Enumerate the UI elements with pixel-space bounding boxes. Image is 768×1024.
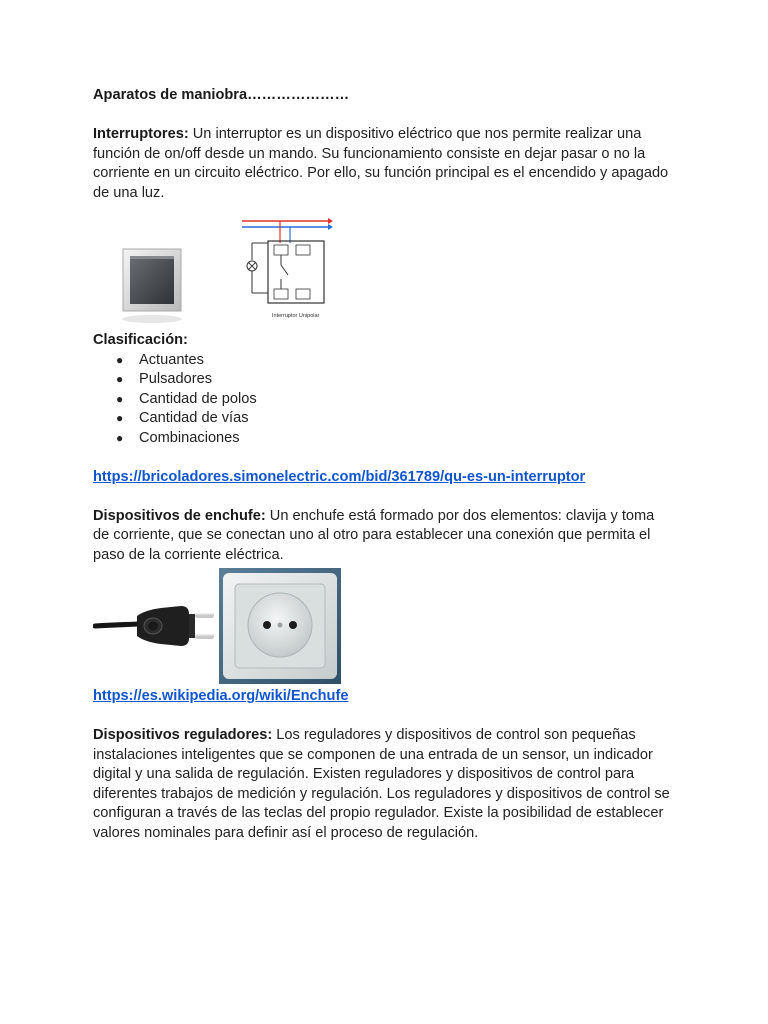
enchufe-text: Un enchufe está formado por dos elementos: clavija y toma de corriente, que se conectan uno al otro para establecer una conexión que permita el paso de la corriente eléctrica. bbox=[93, 507, 655, 563]
bullet-icon: ● bbox=[116, 372, 124, 386]
socket-image bbox=[219, 568, 341, 684]
list-item-text: Cantidad de polos bbox=[139, 390, 257, 407]
bullet-icon: ● bbox=[116, 430, 124, 445]
interruptores-paragraph bbox=[93, 125, 683, 203]
light-switch-image bbox=[117, 241, 187, 329]
diagram-caption: Interruptor Unipolar bbox=[272, 313, 320, 319]
list-item-text: Combinaciones bbox=[139, 429, 240, 446]
enchufe-paragraph bbox=[93, 507, 658, 566]
list-item-text: Actuantes bbox=[139, 351, 204, 368]
list-item-text: Cantidad de vías bbox=[139, 410, 249, 426]
list-item-text: Pulsadores bbox=[139, 371, 213, 387]
wikipedia-link[interactable]: https://es.wikipedia.org/wiki/Enchufe bbox=[93, 688, 349, 704]
clasificacion-label: Clasificación: bbox=[93, 332, 188, 348]
reguladores-label: Dispositivos reguladores: bbox=[93, 727, 273, 743]
clasificacion-list bbox=[93, 351, 693, 449]
list-item bbox=[93, 370, 693, 390]
bullet-icon: ● bbox=[116, 411, 124, 425]
reguladores-text: Los reguladores y dispositivos de control son pequeñas instalaciones inteligentes que se componen de una entrada de un sensor, un indicador digital y una salida de regulación. Existen reguladores y dispositivos de control para diferentes trabajos de medición y regulación. Los reguladores y dispositivos de control se configuran a través de las teclas del propio regulador. Existe la posibilidad de establecer valores nominales para definir así el proceso de regulación. bbox=[93, 727, 670, 841]
interruptores-text: Un interruptor es un dispositivo eléctrico que nos permite realizar una función de on/off desde un mando. Su funcionamiento consiste en dejar pasar o no la corriente en un circuito eléctrico. Por ello, su función principal es el encendido y apagado de una luz. bbox=[93, 126, 669, 201]
section-heading: Aparatos de maniobra………………… bbox=[93, 87, 350, 103]
plug-image bbox=[93, 596, 217, 654]
enchufe-images bbox=[93, 565, 693, 687]
interruptores-images bbox=[93, 203, 693, 331]
bullet-icon: ● bbox=[116, 352, 124, 367]
list-item bbox=[93, 429, 693, 449]
enchufe-label: Dispositivos de enchufe: bbox=[93, 507, 266, 524]
list-item bbox=[93, 409, 693, 429]
list-item bbox=[93, 351, 693, 371]
document-page bbox=[93, 86, 693, 843]
simonelectric-link[interactable]: https://bricoladores.simonelectric.com/bid/361789/qu-es-un-interruptor bbox=[93, 468, 586, 485]
bullet-icon: ● bbox=[116, 391, 124, 406]
interruptores-label: Interruptores: bbox=[93, 126, 189, 142]
switch-wiring-diagram bbox=[242, 213, 334, 327]
list-item bbox=[93, 390, 693, 410]
reguladores-paragraph bbox=[93, 726, 678, 843]
